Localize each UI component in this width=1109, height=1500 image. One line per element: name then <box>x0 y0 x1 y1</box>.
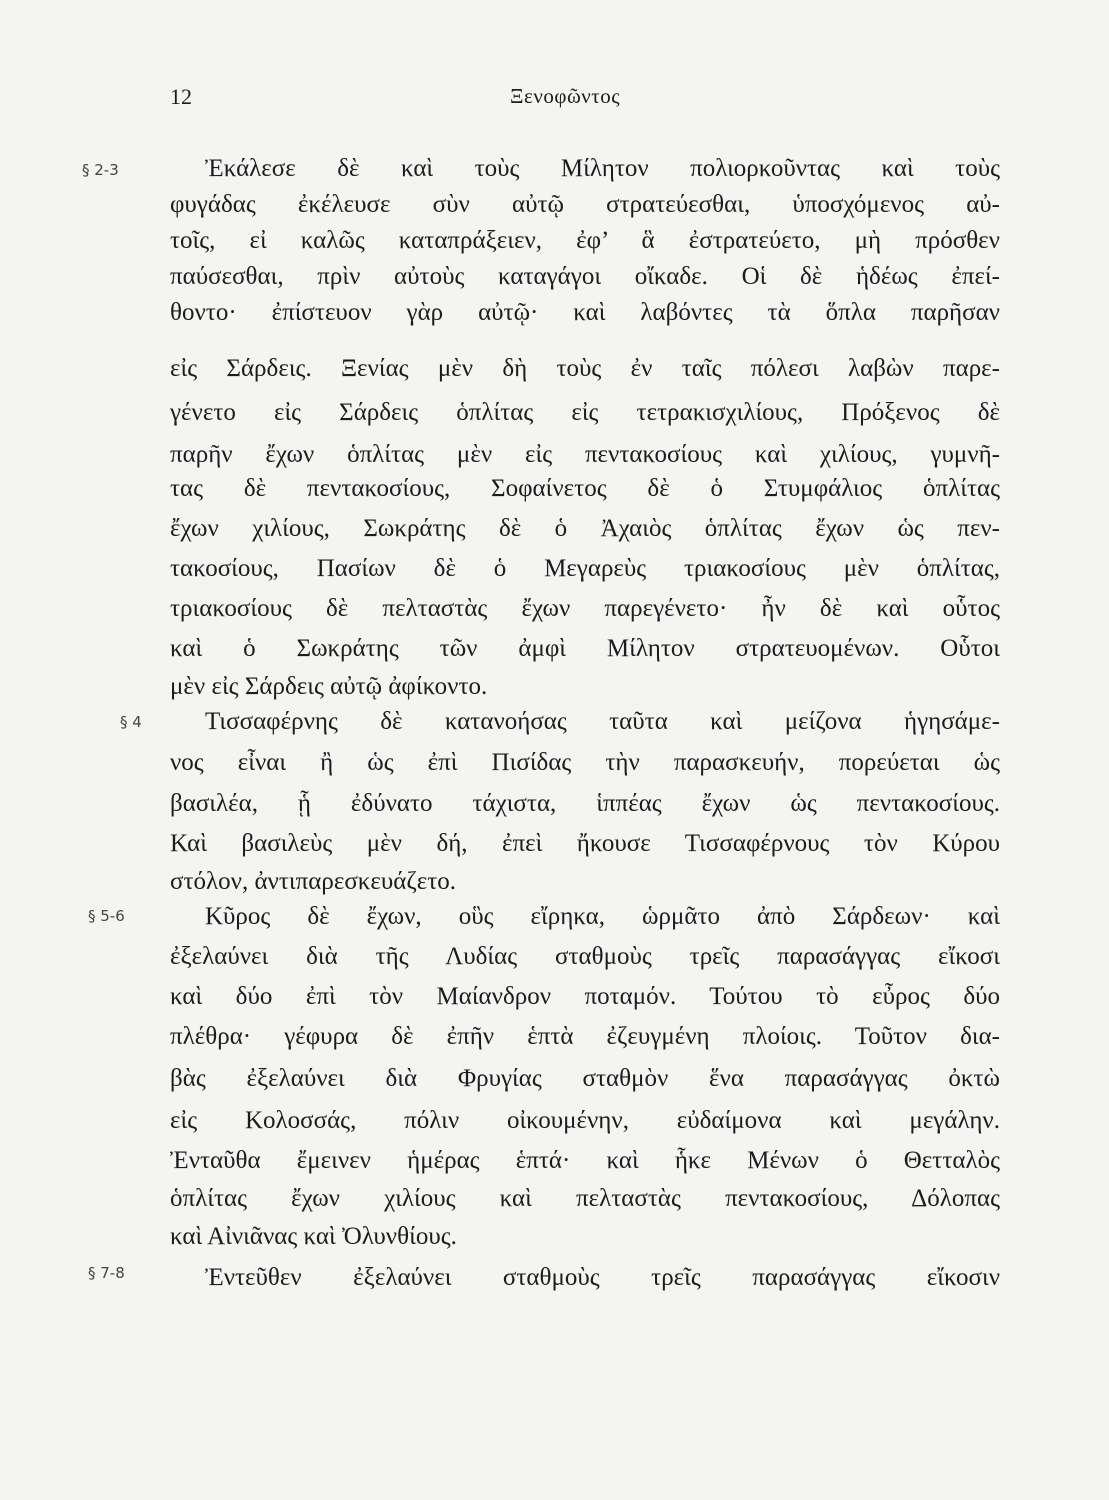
text-line: παύσεσθαι, πρὶν αὐτοὺς καταγάγοι οἴκαδε. Οἱ δὲ ἡδέως ἐπεί- <box>170 263 1000 290</box>
text-line: καὶ Αἰνιᾶνας καὶ Ὀλυνθίους. <box>170 1223 457 1250</box>
section-marker: § 4 <box>120 713 142 731</box>
text-line: στόλον, ἀντιπαρεσκευάζετο. <box>170 868 457 895</box>
text-line: ἔχων χιλίους, Σωκράτης δὲ ὁ Ἀχαιὸς ὁπλίτας ἔχων ὡς πεν- <box>170 515 1000 542</box>
text-line: νος εἶναι ἢ ὡς ἐπὶ Πισίδας τὴν παρασκευήν, πορεύεται ὡς <box>170 749 1000 776</box>
text-line: Τισσαφέρνης δὲ κατανοήσας ταῦτα καὶ μείζονα ἡγησάμε- <box>205 708 1000 735</box>
text-line: καὶ ὁ Σωκράτης τῶν ἀμφὶ Μίλητον στρατευομένων. Οὗτοι <box>170 635 1000 662</box>
text-line: Ἐκάλεσε δὲ καὶ τοὺς Μίλητον πολιορκοῦντας καὶ τοὺς <box>205 155 1000 182</box>
section-marker: § 5-6 <box>88 907 125 925</box>
text-line: ἐξελαύνει διὰ τῆς Λυδίας σταθμοὺς τρεῖς παρασάγγας εἴκοσι <box>170 943 1000 970</box>
text-line: Καὶ βασιλεὺς μὲν δή, ἐπεὶ ἤκουσε Τισσαφέρνους τὸν Κύρου <box>170 830 1000 857</box>
text-line: πλέθρα· γέφυρα δὲ ἐπῆν ἑπτὰ ἐζευγμένη πλοίοις. Τοῦτον δια- <box>170 1023 1000 1050</box>
page-number: 12 <box>170 84 192 109</box>
text-line: εἰς Σάρδεις. Ξενίας μὲν δὴ τοὺς ἐν ταῖς πόλεσι λαβὼν παρε- <box>170 355 1000 382</box>
text-line: παρῆν ἔχων ὁπλίτας μὲν εἰς πεντακοσίους καὶ χιλίους, γυμνῆ- <box>170 441 1000 468</box>
section-marker: § 7-8 <box>88 1264 125 1282</box>
text-line: εἰς Κολοσσάς, πόλιν οἰκουμένην, εὐδαίμονα καὶ μεγάλην. <box>170 1107 1000 1134</box>
text-line: τας δὲ πεντακοσίους, Σοφαίνετος δὲ ὁ Στυμφάλιος ὁπλίτας <box>170 475 1000 502</box>
text-line: τακοσίους, Πασίων δὲ ὁ Μεγαρεὺς τριακοσίους μὲν ὁπλίτας, <box>170 555 1000 582</box>
text-line: γένετο εἰς Σάρδεις ὁπλίτας εἰς τετρακισχιλίους, Πρόξενος δὲ <box>170 399 1000 426</box>
running-title: Ξενοφῶντος <box>510 84 621 108</box>
text-line: βασιλέα, ᾗ ἐδύνατο τάχιστα, ἱππέας ἔχων ὡς πεντακοσίους. <box>170 790 1000 817</box>
text-line: τριακοσίους δὲ πελταστὰς ἔχων παρεγένετο· ἦν δὲ καὶ οὗτος <box>170 595 1000 622</box>
section-marker: § 2-3 <box>82 161 119 179</box>
text-line: μὲν εἰς Σάρδεις αὐτῷ ἀφίκοντο. <box>170 673 488 700</box>
text-line: φυγάδας ἐκέλευσε σὺν αὐτῷ στρατεύεσθαι, ὑποσχόμενος αὐ- <box>170 191 1000 218</box>
text-line: ὁπλίτας ἔχων χιλίους καὶ πελταστὰς πεντακοσίους, Δόλοπας <box>170 1185 1000 1212</box>
text-line: Κῦρος δὲ ἔχων, οὓς εἴρηκα, ὡρμᾶτο ἀπὸ Σάρδεων· καὶ <box>205 903 1000 930</box>
text-line: τοῖς, εἰ καλῶς καταπράξειεν, ἐφ’ ἃ ἐστρατεύετο, μὴ πρόσθεν <box>170 227 1000 254</box>
text-line: βὰς ἐξελαύνει διὰ Φρυγίας σταθμὸν ἕνα παρασάγγας ὀκτὼ <box>170 1065 1000 1092</box>
text-line: Ἐντεῦθεν ἐξελαύνει σταθμοὺς τρεῖς παρασάγγας εἴκοσιν <box>205 1264 1000 1291</box>
page-header <box>170 84 1000 120</box>
text-line: θοντο· ἐπίστευον γὰρ αὐτῷ· καὶ λαβόντες τὰ ὅπλα παρῆσαν <box>170 299 1000 326</box>
text-line: Ἐνταῦθα ἔμεινεν ἡμέρας ἑπτά· καὶ ἧκε Μένων ὁ Θετταλὸς <box>170 1147 1000 1174</box>
text-line: καὶ δύο ἐπὶ τὸν Μαίανδρον ποταμόν. Τούτου τὸ εὖρος δύο <box>170 983 1000 1010</box>
